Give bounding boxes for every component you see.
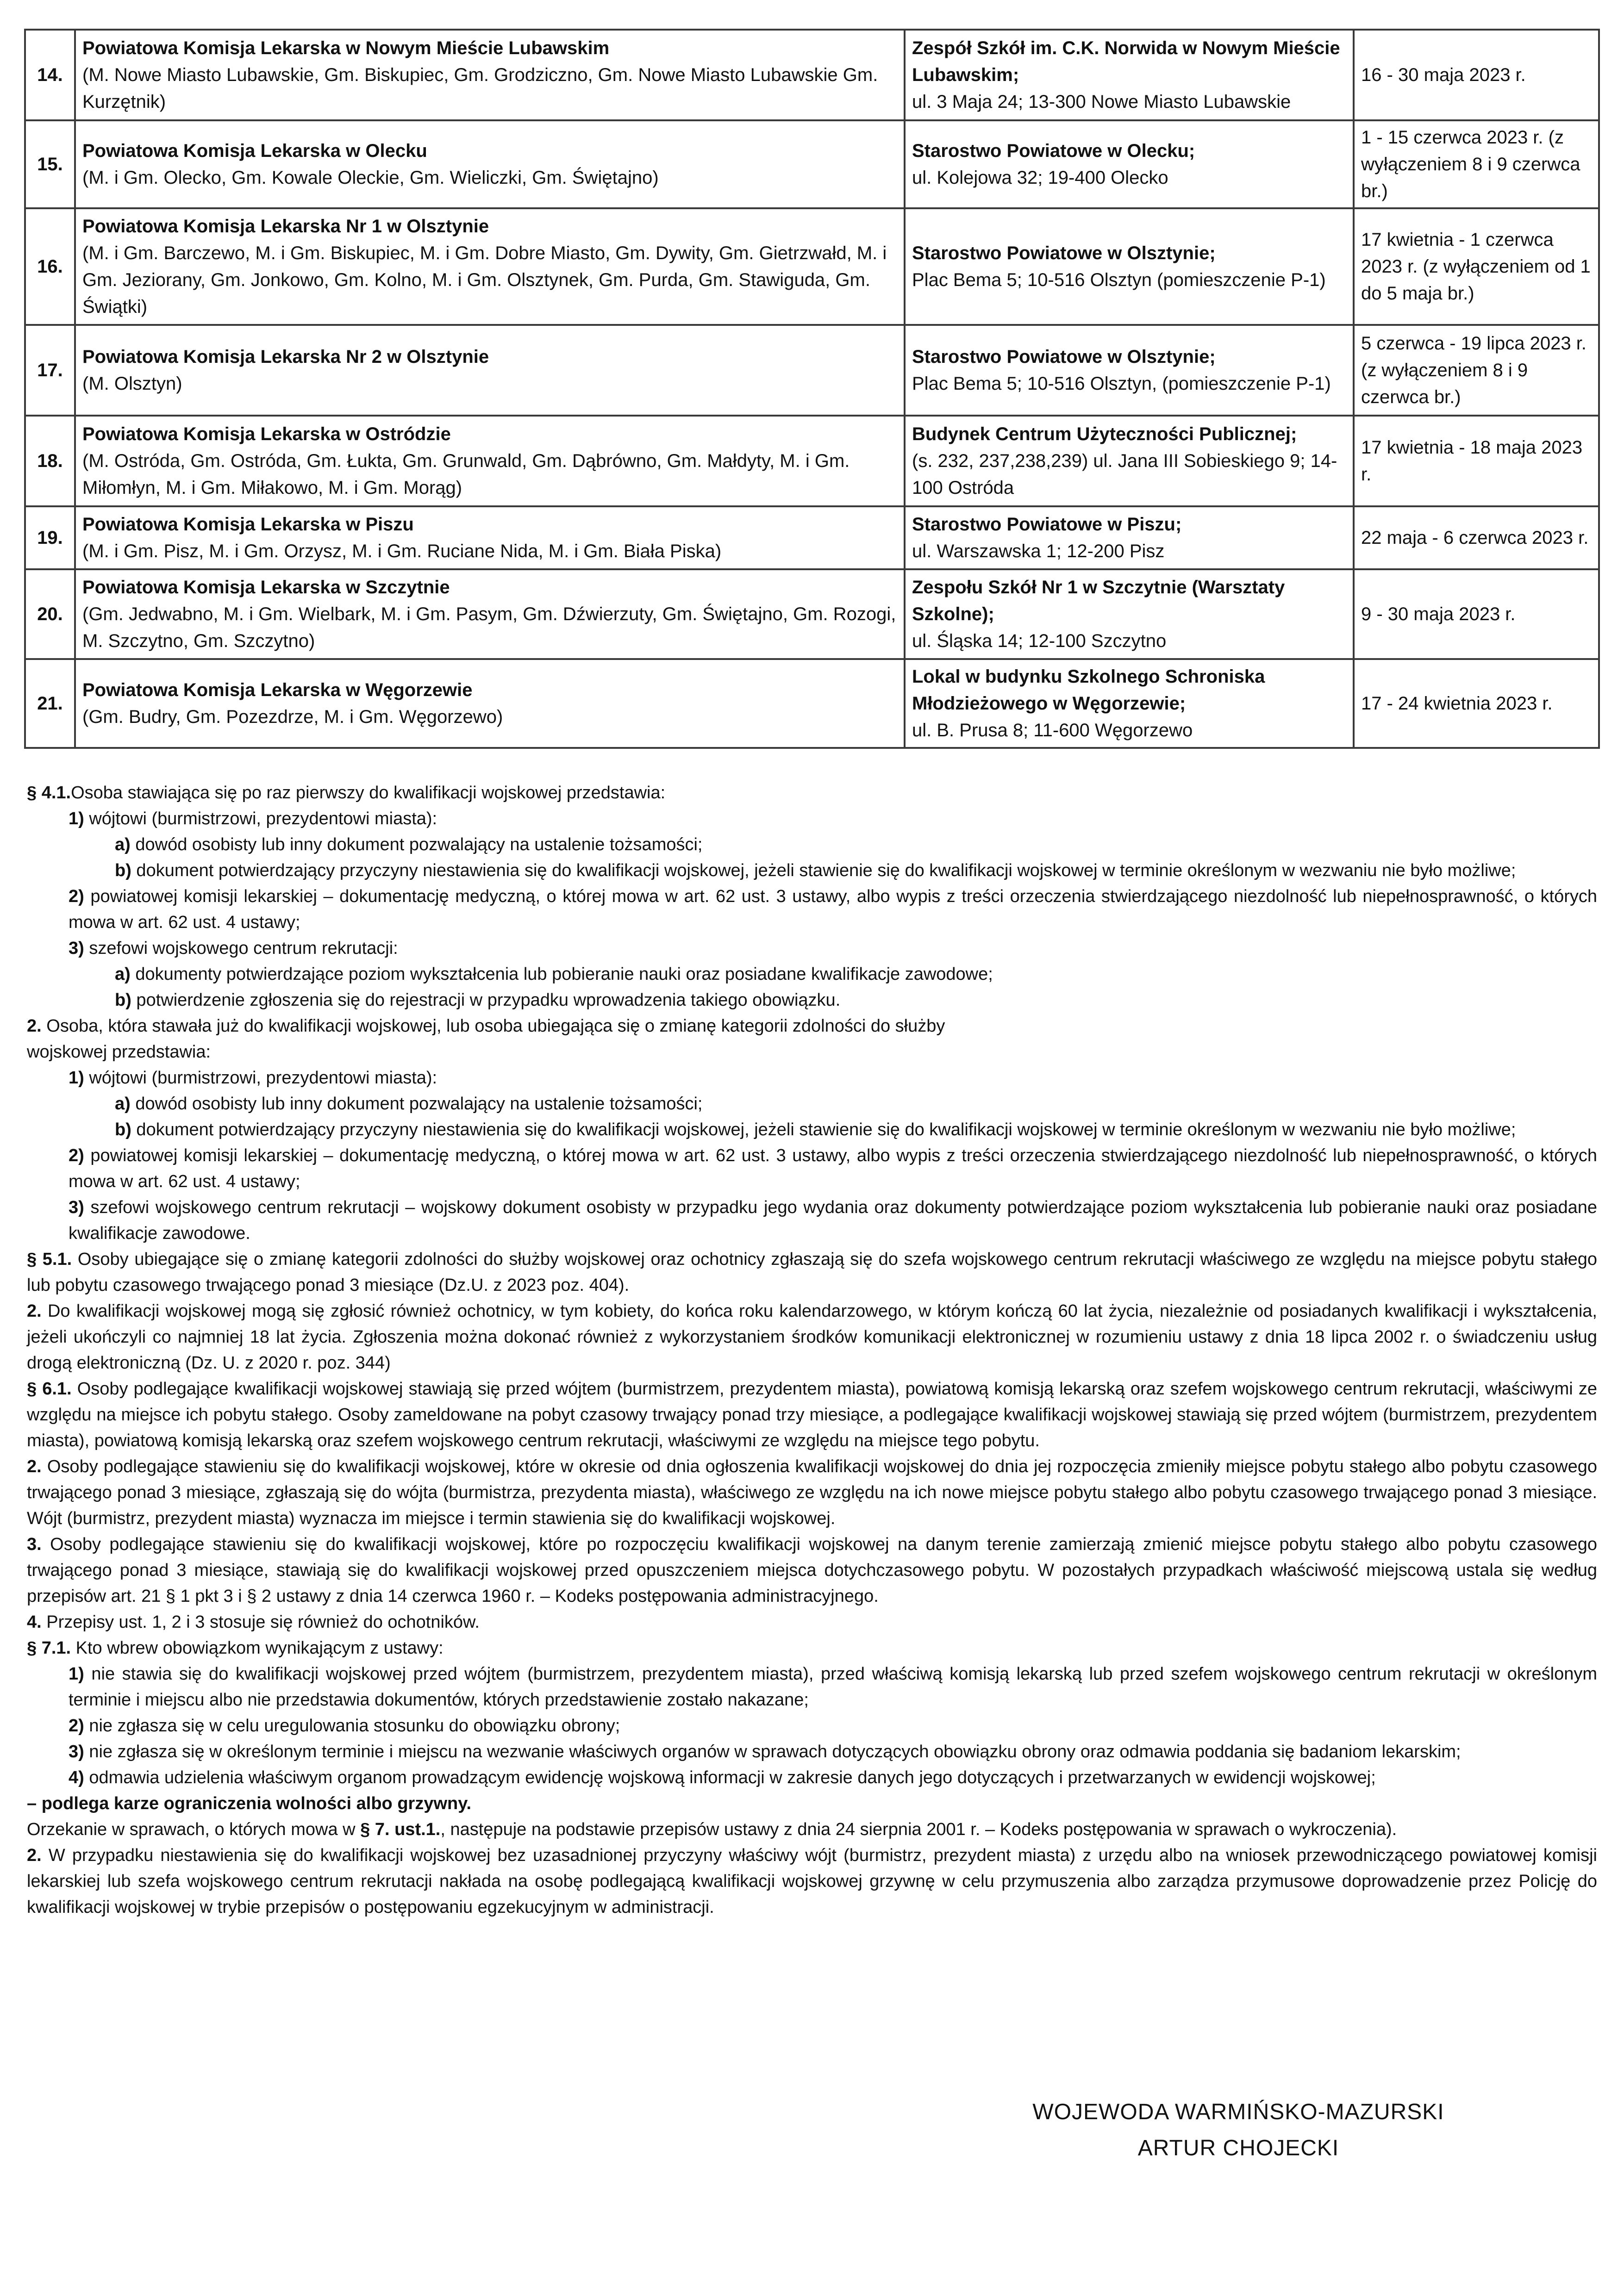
point: 1) nie stawia się do kwalifikacji wojskowej przed wójtem (burmistrzem, prezydentem miasta), przed właściwą komisją lekarską lub przed szefem wojskowego centrum rekrutacji w określonym terminie i miejscu albo nie przedstawia dokumentów, których przedstawienie zostało nakazane; [69, 1664, 1597, 1710]
dates-cell: 1 - 15 czerwca 2023 r. (z wyłączeniem 8 i 9 czerwca br.) [1354, 120, 1599, 208]
paragraph-6-3: 3. Osoby podlegające stawieniu się do kwalifikacji wojskowej, które po rozpoczęciu kwalifikacji wojskowej na danym terenie zamierzają zmienić miejsce pobytu stałego albo pobytu czasowego trwającego ponad 3 miesiące, stawiają się do kwalifikacji wojskowej przed opuszczeniem miejsca dotychczasowego pobytu. W pozostałych przypadkach właściwość miejscową ustala się według przepisów art. 21 § 1 pkt 3 i § 2 ustawy z dnia 14 czerwca 1960 r. – Kodeks postępowania administracyjnego. [27, 1535, 1597, 1606]
table-row [25, 416, 1599, 506]
commission-area: (M. i Gm. Olecko, Gm. Kowale Oleckie, Gm. Wieliczki, Gm. Świętajno) [82, 168, 659, 188]
commission-title: Powiatowa Komisja Lekarska w Ostródzie [82, 424, 451, 444]
commission-area: (Gm. Jedwabno, M. i Gm. Wielbark, M. i Gm. Pasym, Gm. Dźwierzuty, Gm. Świętajno, Gm. Rozogi, M. Szczytno, Gm. Szczytno) [82, 604, 896, 651]
commission-cell [75, 416, 905, 506]
orzekanie-line: Orzekanie w sprawach, o których mowa w § 7. ust.1., następuje na podstawie przepisów ustawy z dnia 24 sierpnia 2001 r. – Kodeks postępowania w sprawach o wykroczenia). [27, 1820, 1397, 1839]
dates-cell: 9 - 30 maja 2023 r. [1354, 569, 1599, 659]
place-cell [905, 120, 1354, 208]
place-cell [905, 208, 1354, 325]
place-name: Zespołu Szkół Nr 1 w Szczytnie (Warsztaty Szkolne); [912, 577, 1285, 624]
commission-area: (M. i Gm. Barczewo, M. i Gm. Biskupiec, M. i Gm. Dobre Miasto, Gm. Dywity, Gm. Gietrzwałd, M. i Gm. Jeziorany, Gm. Jonkowo, Gm. Kolno, M. i Gm. Olsztynek, Gm. Purda, Gm. Stawiguda, Gm. Świątki) [82, 243, 887, 317]
signatory-title: WOJEWODA WARMIŃSKO-MAZURSKI [1032, 2100, 1444, 2124]
commission-title: Powiatowa Komisja Lekarska w Nowym Mieście Lubawskim [82, 38, 610, 58]
row-number: 14. [25, 30, 75, 120]
place-cell [905, 30, 1354, 120]
point: 3) nie zgłasza się w określonym terminie i miejscu na wezwanie właściwych organów w sprawach dotyczących obowiązku obrony oraz odmawia poddania się badaniom lekarskim; [69, 1742, 1461, 1761]
place-name: Zespół Szkół im. C.K. Norwida w Nowym Mieście Lubawskim; [912, 38, 1340, 85]
table-row [25, 120, 1599, 208]
table-row [25, 30, 1599, 120]
place-cell [905, 416, 1354, 506]
subpoint: b) potwierdzenie zgłoszenia się do rejestracji w przypadku wprowadzenia takiego obowiązku. [115, 990, 841, 1010]
subpoint: a) dowód osobisty lub inny dokument pozwalający na ustalenie tożsamości; [115, 835, 703, 854]
place-name: Lokal w budynku Szkolnego Schroniska Młodzieżowego w Węgorzewie; [912, 666, 1265, 714]
place-address: Plac Bema 5; 10-516 Olsztyn, (pomieszczenie P-1) [912, 373, 1331, 394]
commission-title: Powiatowa Komisja Lekarska w Szczytnie [82, 577, 450, 597]
paragraph-6-1: § 6.1. Osoby podlegające kwalifikacji wojskowej stawiają się przed wójtem (burmistrzem, prezydentem miasta), powiatową komisją lekarską oraz szefem wojskowego centrum rekrutacji, właściwymi ze względu na miejsce ich pobytu stałego. Osoby zameldowane na pobyt czasowy trwający ponad trzy miesiące, a podlegające kwalifikacji wojskowej stawiają się przed wójtem (burmistrzem, prezydentem miasta), powiatową komisją lekarską oraz szefem wojskowego centrum rekrutacji, właściwymi ze względu na miejsce tego pobytu. [27, 1379, 1597, 1450]
commission-title: Powiatowa Komisja Lekarska w Węgorzewie [82, 680, 473, 700]
place-cell [905, 506, 1354, 569]
point: 3) szefowi wojskowego centrum rekrutacji – wojskowy dokument osobisty w przypadku jego wydania oraz dokumenty potwierdzające poziom wykształcenia lub pobieranie nauki oraz posiadane kwalifikacje zawodowe. [69, 1198, 1597, 1243]
commission-title: Powiatowa Komisja Lekarska w Olecku [82, 141, 427, 161]
paragraph-4-1: § 4.1.Osoba stawiająca się po raz pierwszy do kwalifikacji wojskowej przedstawia: [27, 783, 666, 803]
paragraph-5-1: § 5.1. Osoby ubiegające się o zmianę kategorii zdolności do służby wojskowej oraz ochotnicy zgłaszają się do szefa wojskowego centrum rekrutacji właściwego ze względu na miejsce pobytu stałego lub pobytu czasowego trwającego ponad 3 miesiące (Dz.U. z 2023 poz. 404). [27, 1250, 1598, 1295]
commission-cell [75, 120, 905, 208]
paragraph-5-2: 2. Do kwalifikacji wojskowej mogą się zgłosić również ochotnicy, w tym kobiety, do końca roku kalendarzowego, w którym kończą 60 lat życia, niezależnie od posiadanych kwalifikacji i wykształcenia, jeżeli ukończyli co najmniej 18 lat życia. Zgłoszenia można dokonać również z wykorzystaniem środków komunikacji elektronicznej w rozumieniu ustawy z dnia 18 lipca 2002 r. o świadczeniu usług drogą elektroniczną (Dz. U. z 2020 r. poz. 344) [27, 1301, 1597, 1373]
commission-title: Powiatowa Komisja Lekarska w Piszu [82, 514, 414, 535]
place-address: ul. Śląska 14; 12-100 Szczytno [912, 631, 1167, 651]
point: 1) wójtowi (burmistrzowi, prezydentowi miasta): [69, 809, 437, 828]
paragraph-6-4: 4. Przepisy ust. 1, 2 i 3 stosuje się również do ochotników. [27, 1612, 480, 1632]
row-number: 16. [25, 208, 75, 325]
commission-cell [75, 659, 905, 748]
table-row [25, 325, 1599, 416]
place-cell [905, 569, 1354, 659]
table-row [25, 506, 1599, 569]
place-name: Budynek Centrum Użyteczności Publicznej; [912, 424, 1297, 444]
place-address: (s. 232, 237,238,239) ul. Jana III Sobieskiego 9; 14-100 Ostróda [912, 451, 1337, 498]
paragraph-4-2-continuation: wojskowej przedstawia: [27, 1042, 211, 1062]
place-address: ul. Warszawska 1; 12-200 Pisz [912, 541, 1165, 561]
row-number: 19. [25, 506, 75, 569]
place-cell [905, 659, 1354, 748]
subpoint: b) dokument potwierdzający przyczyny niestawienia się do kwalifikacji wojskowej, jeżeli stawienie się do kwalifikacji wojskowej w terminie określonym w wezwaniu nie było możliwe; [115, 1120, 1516, 1139]
subpoint: a) dokumenty potwierdzające poziom wykształcenia lub pobieranie nauki oraz posiadane kwalifikacje zawodowe; [115, 964, 993, 984]
point: 2) nie zgłasza się w celu uregulowania stosunku do obowiązku obrony; [69, 1716, 620, 1736]
paragraph-7-1: § 7.1. Kto wbrew obowiązkom wynikającym z ustawy: [27, 1638, 443, 1658]
dates-cell: 17 kwietnia - 18 maja 2023 r. [1354, 416, 1599, 506]
table-row [25, 659, 1599, 748]
point: 1) wójtowi (burmistrzowi, prezydentowi miasta): [69, 1068, 437, 1088]
table-row [25, 569, 1599, 659]
row-number: 18. [25, 416, 75, 506]
paragraph-7-2: 2. W przypadku niestawienia się do kwalifikacji wojskowej bez uzasadnionej przyczyny właściwy wójt (burmistrz, prezydent miasta) z urzędu albo na wniosek przewodniczącego powiatowej komisji lekarskiej lub szefa wojskowego centrum rekrutacji nakłada na osobę podlegającą kwalifikacji wojskowej grzywnę w celu przymuszenia albo zarządza przymusowe doprowadzenie przez Policję do kwalifikacji wojskowej w trybie przepisów o postępowaniu egzekucyjnym w administracji. [27, 1846, 1597, 1917]
commission-cell [75, 569, 905, 659]
place-name: Starostwo Powiatowe w Olsztynie; [912, 243, 1216, 263]
commission-area: (M. Nowe Miasto Lubawskie, Gm. Biskupiec, Gm. Grodziczno, Gm. Nowe Miasto Lubawskie Gm. Kurzętnik) [82, 65, 878, 112]
commission-area: (Gm. Budry, Gm. Pozezdrze, M. i Gm. Węgorzewo) [82, 707, 503, 727]
commission-area: (M. Ostróda, Gm. Ostróda, Gm. Łukta, Gm. Grunwald, Gm. Dąbrówno, Gm. Małdyty, M. i Gm. Miłomłyn, M. i Gm. Miłakowo, M. i Gm. Morąg) [82, 451, 850, 498]
commission-table [24, 29, 1600, 749]
dates-cell: 17 kwietnia - 1 czerwca 2023 r. (z wyłączeniem od 1 do 5 maja br.) [1354, 208, 1599, 325]
dates-cell: 16 - 30 maja 2023 r. [1354, 30, 1599, 120]
row-number: 21. [25, 659, 75, 748]
point: 2) powiatowej komisji lekarskiej – dokumentację medyczną, o której mowa w art. 62 ust. 3 ustawy, albo wypis z treści orzeczenia stwierdzającego niezdolność lub niepełnosprawność, o których mowa w art. 62 ust. 4 ustawy; [69, 887, 1597, 932]
row-number: 17. [25, 325, 75, 416]
place-name: Starostwo Powiatowe w Piszu; [912, 514, 1182, 535]
commission-cell [75, 30, 905, 120]
commission-cell [75, 325, 905, 416]
place-address: ul. 3 Maja 24; 13-300 Nowe Miasto Lubawskie [912, 92, 1291, 112]
commission-area: (M. Olsztyn) [82, 373, 182, 394]
point: 3) szefowi wojskowego centrum rekrutacji: [69, 939, 398, 958]
dates-cell: 17 - 24 kwietnia 2023 r. [1354, 659, 1599, 748]
place-address: Plac Bema 5; 10-516 Olsztyn (pomieszczenie P-1) [912, 270, 1326, 290]
place-address: ul. B. Prusa 8; 11-600 Węgorzewo [912, 720, 1193, 740]
subpoint: b) dokument potwierdzający przyczyny niestawienia się do kwalifikacji wojskowej, jeżeli stawienie się do kwalifikacji wojskowej w terminie określonym w wezwaniu nie było możliwe; [115, 861, 1516, 880]
subpoint: a) dowód osobisty lub inny dokument pozwalający na ustalenie tożsamości; [115, 1094, 703, 1114]
commission-cell [75, 208, 905, 325]
commission-area: (M. i Gm. Pisz, M. i Gm. Orzysz, M. i Gm. Ruciane Nida, M. i Gm. Biała Piska) [82, 541, 722, 561]
point: 4) odmawia udzielenia właściwym organom prowadzącym ewidencję wojskową informacji w zakresie danych jego dotyczących i przetwarzanych w ewidencji wojskowej; [69, 1768, 1376, 1787]
commission-title: Powiatowa Komisja Lekarska Nr 1 w Olsztynie [82, 216, 489, 236]
paragraph-4-2: 2. Osoba, która stawała już do kwalifikacji wojskowej, lub osoba ubiegająca się o zmianę kategorii zdolności do służby [27, 1016, 945, 1036]
penalty-line: – podlega karze ograniczenia wolności albo grzywny. [27, 1794, 472, 1813]
place-cell [905, 325, 1354, 416]
place-name: Starostwo Powiatowe w Olsztynie; [912, 347, 1216, 367]
paragraph-6-2: 2. Osoby podlegające stawieniu się do kwalifikacji wojskowej, które w okresie od dnia ogłoszenia kwalifikacji wojskowej do dnia jej rozpoczęcia zmieniły miejsce pobytu stałego albo pobytu czasowego trwającego ponad 3 miesiące, zgłaszają się do wójta (burmistrza, prezydenta miasta), właściwego ze względu na ich nowe miejsce pobytu stałego albo pobytu czasowego trwającego ponad 3 miesiące. Wójt (burmistrz, prezydent miasta) wyznacza im miejsce i termin stawienia się do kwalifikacji wojskowej. [27, 1457, 1597, 1528]
point: 2) powiatowej komisji lekarskiej – dokumentację medyczną, o której mowa w art. 62 ust. 3 ustawy, albo wypis z treści orzeczenia stwierdzającego niezdolność lub niepełnosprawność, o których mowa w art. 62 ust. 4 ustawy; [69, 1146, 1597, 1191]
signatory-name: ARTUR CHOJECKI [1137, 2136, 1339, 2160]
signature-block [995, 2094, 1481, 2166]
dates-cell: 5 czerwca - 19 lipca 2023 r. (z wyłączeniem 8 i 9 czerwca br.) [1354, 325, 1599, 416]
legal-provisions [27, 780, 1597, 1920]
row-number: 20. [25, 569, 75, 659]
dates-cell: 22 maja - 6 czerwca 2023 r. [1354, 506, 1599, 569]
commission-cell [75, 506, 905, 569]
table-row [25, 208, 1599, 325]
commission-title: Powiatowa Komisja Lekarska Nr 2 w Olsztynie [82, 347, 489, 367]
place-address: ul. Kolejowa 32; 19-400 Olecko [912, 168, 1168, 188]
place-name: Starostwo Powiatowe w Olecku; [912, 141, 1195, 161]
row-number: 15. [25, 120, 75, 208]
